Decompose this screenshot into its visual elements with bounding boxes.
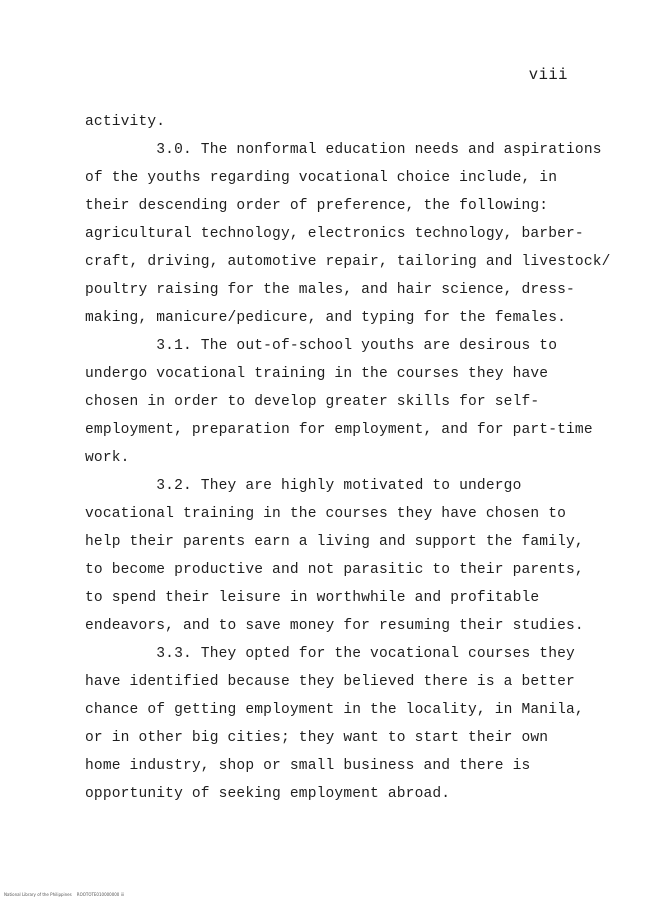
text-line: agricultural technology, electronics technology, barber- [85, 226, 584, 242]
text-line: vocational training in the courses they have chosen to [85, 506, 567, 522]
text-line: making, manicure/pedicure, and typing for the females. [85, 310, 567, 326]
text-line: home industry, shop or small business and there is [85, 758, 531, 774]
text-line: employment, preparation for employment, and for part-time [85, 422, 593, 438]
text-line: 3.1. The out-of-school youths are desirous to [85, 338, 558, 354]
text-line: activity. [85, 114, 166, 130]
text-line: their descending order of preference, the following: [85, 198, 549, 214]
text-line: help their parents earn a living and support the family, [85, 534, 584, 550]
text-line: to spend their leisure in worthwhile and profitable [85, 590, 540, 606]
text-line: 3.0. The nonformal education needs and aspirations [85, 142, 602, 158]
text-line: endeavors, and to save money for resuming their studies. [85, 618, 584, 634]
text-line: craft, driving, automotive repair, tailoring and livestock/ [85, 254, 611, 270]
text-line: chance of getting employment in the locality, in Manila, [85, 702, 584, 718]
text-line: work. [85, 450, 130, 466]
text-line: of the youths regarding vocational choice include, in [85, 170, 558, 186]
scan-footer: National Library of the Philippines ROOTOTE010000000 iii [4, 892, 124, 897]
text-line: undergo vocational training in the courses they have [85, 366, 549, 382]
text-line: to become productive and not parasitic to their parents, [85, 562, 584, 578]
text-line: have identified because they believed there is a better [85, 674, 575, 690]
text-line: poultry raising for the males, and hair science, dress- [85, 282, 575, 298]
text-line: 3.3. They opted for the vocational courses they [85, 646, 575, 662]
page-number: viii [528, 66, 568, 84]
text-line: opportunity of seeking employment abroad. [85, 786, 451, 802]
text-line: or in other big cities; they want to start their own [85, 730, 549, 746]
text-line: chosen in order to develop greater skills for self- [85, 394, 540, 410]
text-line: 3.2. They are highly motivated to undergo [85, 478, 522, 494]
